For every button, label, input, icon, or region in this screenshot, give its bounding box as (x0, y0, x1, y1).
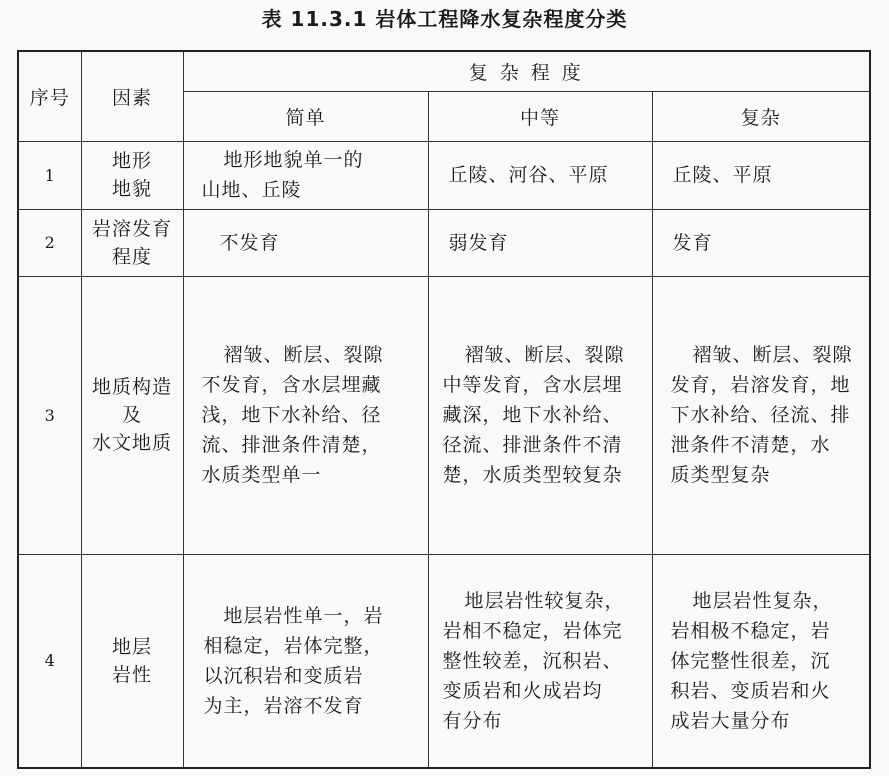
text-line: 岩相极不稳定，岩 (670, 619, 831, 642)
simple-cell (183, 276, 428, 554)
medium-cell (428, 209, 652, 276)
text-line: 浅，地下水补给、径 (201, 404, 382, 426)
table-row (18, 141, 870, 209)
simple-cell (183, 141, 428, 209)
complex-cell (652, 209, 870, 276)
medium-cell (428, 554, 652, 768)
factor-line: 岩溶发育 (91, 217, 172, 240)
factor-cell (81, 276, 183, 554)
table-title: 表 11.3.1 岩体工程降水复杂程度分类 (261, 7, 628, 31)
header-no: 序号 (18, 51, 81, 141)
text-line: 积岩、变质岩和火 (670, 679, 831, 702)
text-line: 藏深，地下水补给、 (442, 404, 623, 426)
text-line: 成岩大量分布 (670, 709, 791, 732)
text-line: 山地、丘陵 (201, 179, 302, 201)
text-line: 有分布 (442, 709, 503, 732)
text-line: 褶皱、断层、裂隙 (464, 344, 625, 366)
text-line: 褶皱、断层、裂隙 (223, 344, 384, 366)
text-line: 发育 (672, 231, 713, 254)
factor-line: 程度 (111, 245, 152, 268)
factor-line: 岩性 (111, 663, 152, 686)
factor-line: 地质构造 (91, 376, 172, 398)
medium-cell (428, 141, 652, 209)
factor-cell (81, 554, 183, 768)
header-complex: 复杂 (652, 91, 870, 141)
factor-line: 及 (121, 404, 142, 426)
factor-line: 地形 (111, 150, 152, 172)
text-line: 径流、排泄条件不清 (442, 434, 623, 456)
header-row-1 (18, 51, 870, 91)
row-number: 1 (18, 141, 81, 209)
table-row (18, 209, 870, 276)
text-line: 地层岩性单一，岩 (223, 604, 384, 627)
header-complexity: 复 杂 程 度 (183, 51, 870, 91)
text-line: 发育，岩溶发育，地 (670, 374, 851, 396)
text-line: 地形地貌单一的 (223, 149, 364, 171)
text-line: 体完整性很差，沉 (670, 649, 831, 672)
text-line: 楚，水质类型较复杂 (442, 464, 623, 486)
complex-cell (652, 554, 870, 768)
text-line: 变质岩和火成岩均 (442, 679, 603, 702)
text-line: 地层岩性复杂， (692, 589, 833, 612)
header-medium: 中等 (428, 91, 652, 141)
text-line: 下水补给、径流、排 (670, 404, 851, 426)
classification-table (17, 50, 871, 769)
simple-cell (183, 554, 428, 768)
text-line: 中等发育，含水层埋 (442, 374, 623, 396)
text-line: 质类型复杂 (670, 464, 771, 486)
factor-cell (81, 141, 183, 209)
text-line: 弱发育 (448, 231, 509, 254)
text-line: 丘陵、平原 (672, 164, 773, 186)
table-row (18, 276, 870, 554)
complex-cell (652, 141, 870, 209)
text-line: 整性较差，沉积岩、 (442, 649, 623, 672)
factor-line: 地层 (111, 635, 152, 658)
text-line: 相稳定，岩体完整， (203, 634, 384, 657)
text-line: 地层岩性较复杂， (464, 589, 625, 612)
text-line: 不发育 (219, 231, 280, 254)
header-simple: 简单 (183, 91, 428, 141)
complex-cell (652, 276, 870, 554)
text-line: 水质类型单一 (201, 464, 322, 486)
factor-line: 地貌 (111, 178, 152, 200)
text-line: 丘陵、河谷、平原 (448, 164, 609, 186)
text-line: 岩相不稳定，岩体完 (442, 619, 623, 642)
text-line: 泄条件不清楚，水 (670, 434, 831, 456)
medium-cell (428, 276, 652, 554)
text-line: 为主，岩溶不发育 (203, 694, 364, 717)
row-number: 2 (18, 209, 81, 276)
text-line: 流、排泄条件清楚， (201, 434, 382, 456)
text-line: 不发育，含水层埋藏 (201, 374, 382, 396)
factor-line: 水文地质 (91, 432, 172, 454)
row-number: 3 (18, 276, 81, 554)
table-row (18, 554, 870, 768)
simple-cell (183, 209, 428, 276)
row-number: 4 (18, 554, 81, 768)
text-line: 褶皱、断层、裂隙 (692, 344, 853, 366)
header-factor: 因素 (81, 51, 183, 141)
text-line: 以沉积岩和变质岩 (203, 664, 364, 687)
factor-cell (81, 209, 183, 276)
